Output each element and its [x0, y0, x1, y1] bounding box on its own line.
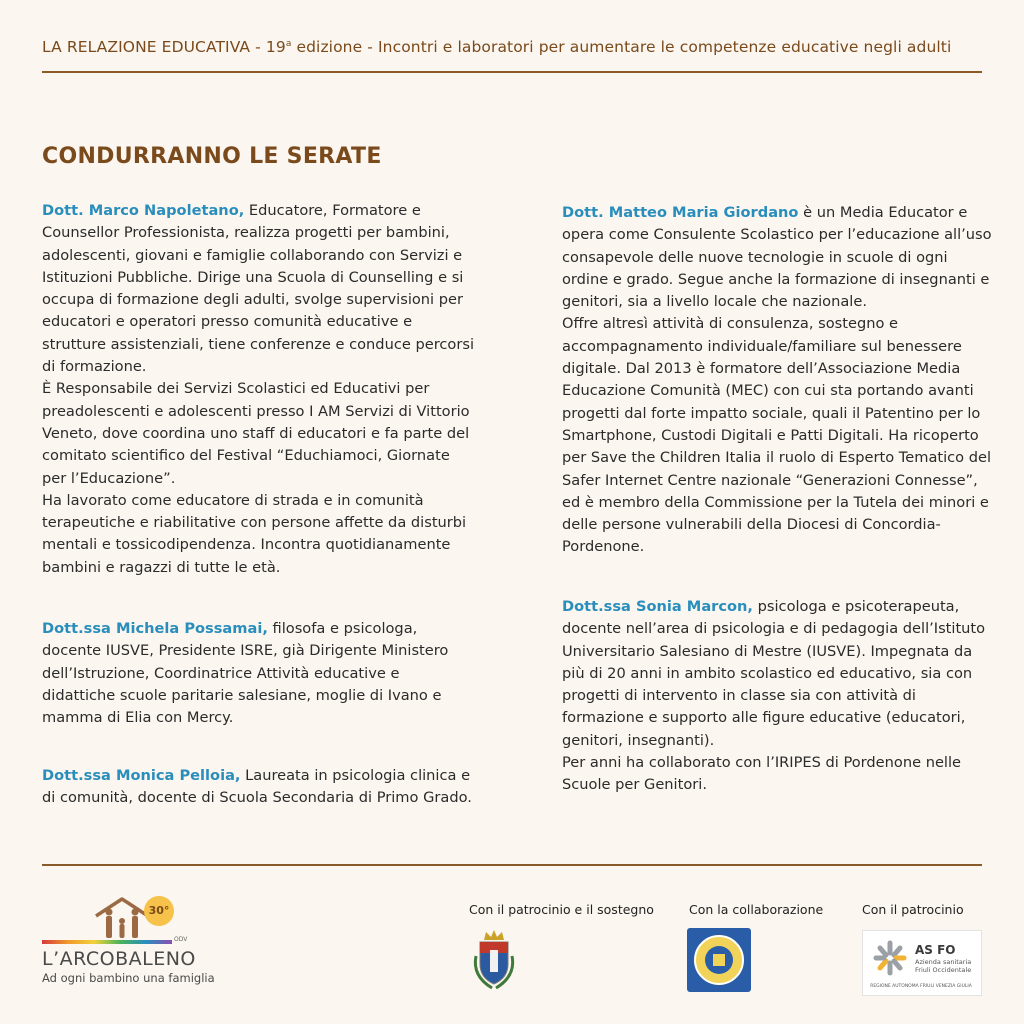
speaker-bio: Ha lavorato come educatore di strada e in comunità terapeutiche e riabilitative con persone affette da disturbi mentali e tossicodipendenza. Incontra quotidianamente bambini e ragazzi di tutte le età.: [42, 491, 467, 576]
header-edition-superscript: a: [285, 38, 292, 49]
bio-pelloia: [42, 765, 474, 810]
speaker-bio: È Responsabile dei Servizi Scolastici ed Educativi per preadolescenti e adolescenti presso I AM Servizi di Vittorio Veneto, dove coordina uno staff di educatori e fa parte del comitato scientifico del Festival “Educhiamoci, Giornate per l’Educazione”.: [42, 380, 470, 487]
header-divider: [42, 71, 982, 73]
speaker-name: Dott. Marco Napoletano,: [42, 202, 245, 219]
speaker-bio: Offre altresì attività di consulenza, sostegno e accompagnamento individuale/familiare sul benessere digitale. Dal 2013 è formatore dell’Associazione Media Educazione Comunità (MEC) con cui sta portando avanti progetti dal forte impatto sociale, quali il Patentino per lo Smartphone, Custodi Digitali e Patti Digitali. Ha ricoperto per Save the Children Italia il ruolo di Esperto Tematico del Safer Internet Centre nazionale “Generazioni Connesse”, ed è membro della Commissione per la Tutela dei minori e delle persone vulnerabili della Diocesi di Concordia-Pordenone.: [562, 315, 992, 556]
school-logo: [687, 928, 751, 992]
bio-giordano: [562, 202, 994, 559]
sponsor-label-patrocinio: Con il patrocinio: [862, 902, 964, 917]
asfo-title: AS FO: [915, 943, 956, 957]
section-title: CONDURRANNO LE SERATE: [42, 144, 382, 169]
speaker-name: Dott. Matteo Maria Giordano: [562, 204, 799, 221]
header-title-part1: LA RELAZIONE EDUCATIVA - 19: [42, 38, 286, 56]
header-title-part2: edizione - Incontri e laboratori per aumentare le competenze educative negli adulti: [291, 38, 952, 56]
brand-name: L’ARCOBALENO: [42, 948, 196, 970]
city-crest-icon: [468, 926, 520, 994]
anniversary-badge: 30°: [144, 896, 174, 926]
speaker-bio: Educatore, Formatore e Counsellor Professionista, realizza progetti per bambini, adolescenti, giovani e famiglie collaborando con Servizi e Istituzioni Pubbliche. Dirige una Scuola di Counselling e si occupa di formazione degli adulti, svolge supervisioni per educatori e operatori presso comunità educative e strutture assistenziali, tiene conferenze e conduce percorsi di formazione.: [42, 202, 474, 376]
speaker-name: Dott.ssa Michela Possamai,: [42, 620, 268, 637]
speaker-name: Dott.ssa Sonia Marcon,: [562, 598, 753, 615]
school-emblem-icon: [687, 928, 751, 992]
speaker-bio: psicologa e psicoterapeuta, docente nell’area di psicologia e di pedagogia dell’Istituto Universitario Salesiano di Mestre (IUSVE). Impegnata da più di 20 anni in ambito scolastico ed educativo, sia con progetti di intervento in classe sia con attività di formazione e supporto alle figure educative (educatori, genitori, insegnanti).: [562, 598, 986, 749]
bio-napoletano: [42, 200, 474, 579]
family-house-icon: [92, 896, 152, 942]
speaker-name: Dott.ssa Monica Pelloia,: [42, 767, 241, 784]
rainbow-bar: [42, 940, 172, 944]
brand-tagline: Ad ogni bambino una famiglia: [42, 971, 215, 985]
asfo-star-icon: [867, 935, 913, 981]
asfo-logo: [862, 930, 982, 996]
arcobaleno-logo: [42, 896, 222, 996]
sponsor-label-patrocinio-sostegno: Con il patrocinio e il sostegno: [469, 902, 654, 917]
footer-divider: [42, 864, 982, 866]
asfo-subtitle-line: Azienda sanitaria: [915, 958, 972, 966]
speaker-bio: è un Media Educator e opera come Consulente Scolastico per l’educazione all’uso consapevole delle nuove tecnologie in scuole di ogni ordine e grado. Segue anche la formazione di insegnanti e genitori, sia a livello locale che nazionale.: [562, 204, 992, 311]
speaker-bio: filosofa e psicologa, docente IUSVE, Presidente ISRE, già Dirigente Ministero dell’Istruzione, Coordinatrice Attività educative e didattiche scuole paritarie salesiane, moglie di Ivano e mamma di Elia con Mercy.: [42, 620, 449, 727]
sponsor-label-collaborazione: Con la collaborazione: [689, 902, 824, 917]
asfo-subtitle-line: Friuli Occidentale: [915, 966, 972, 974]
speaker-bio: Laureata in psicologia clinica e di comunità, docente di Scuola Secondaria di Primo Grado.: [42, 767, 472, 807]
bio-possamai: [42, 618, 474, 729]
odv-label: ODV: [174, 936, 188, 943]
asfo-region: REGIONE AUTONOMA FRIULI VENEZIA GIULIA: [870, 984, 972, 989]
bio-marcon: [562, 596, 994, 797]
event-header: [42, 38, 982, 56]
asfo-subtitle: [915, 958, 971, 974]
speaker-bio: Per anni ha collaborato con l’IRIPES di Pordenone nelle Scuole per Genitori.: [562, 754, 962, 794]
